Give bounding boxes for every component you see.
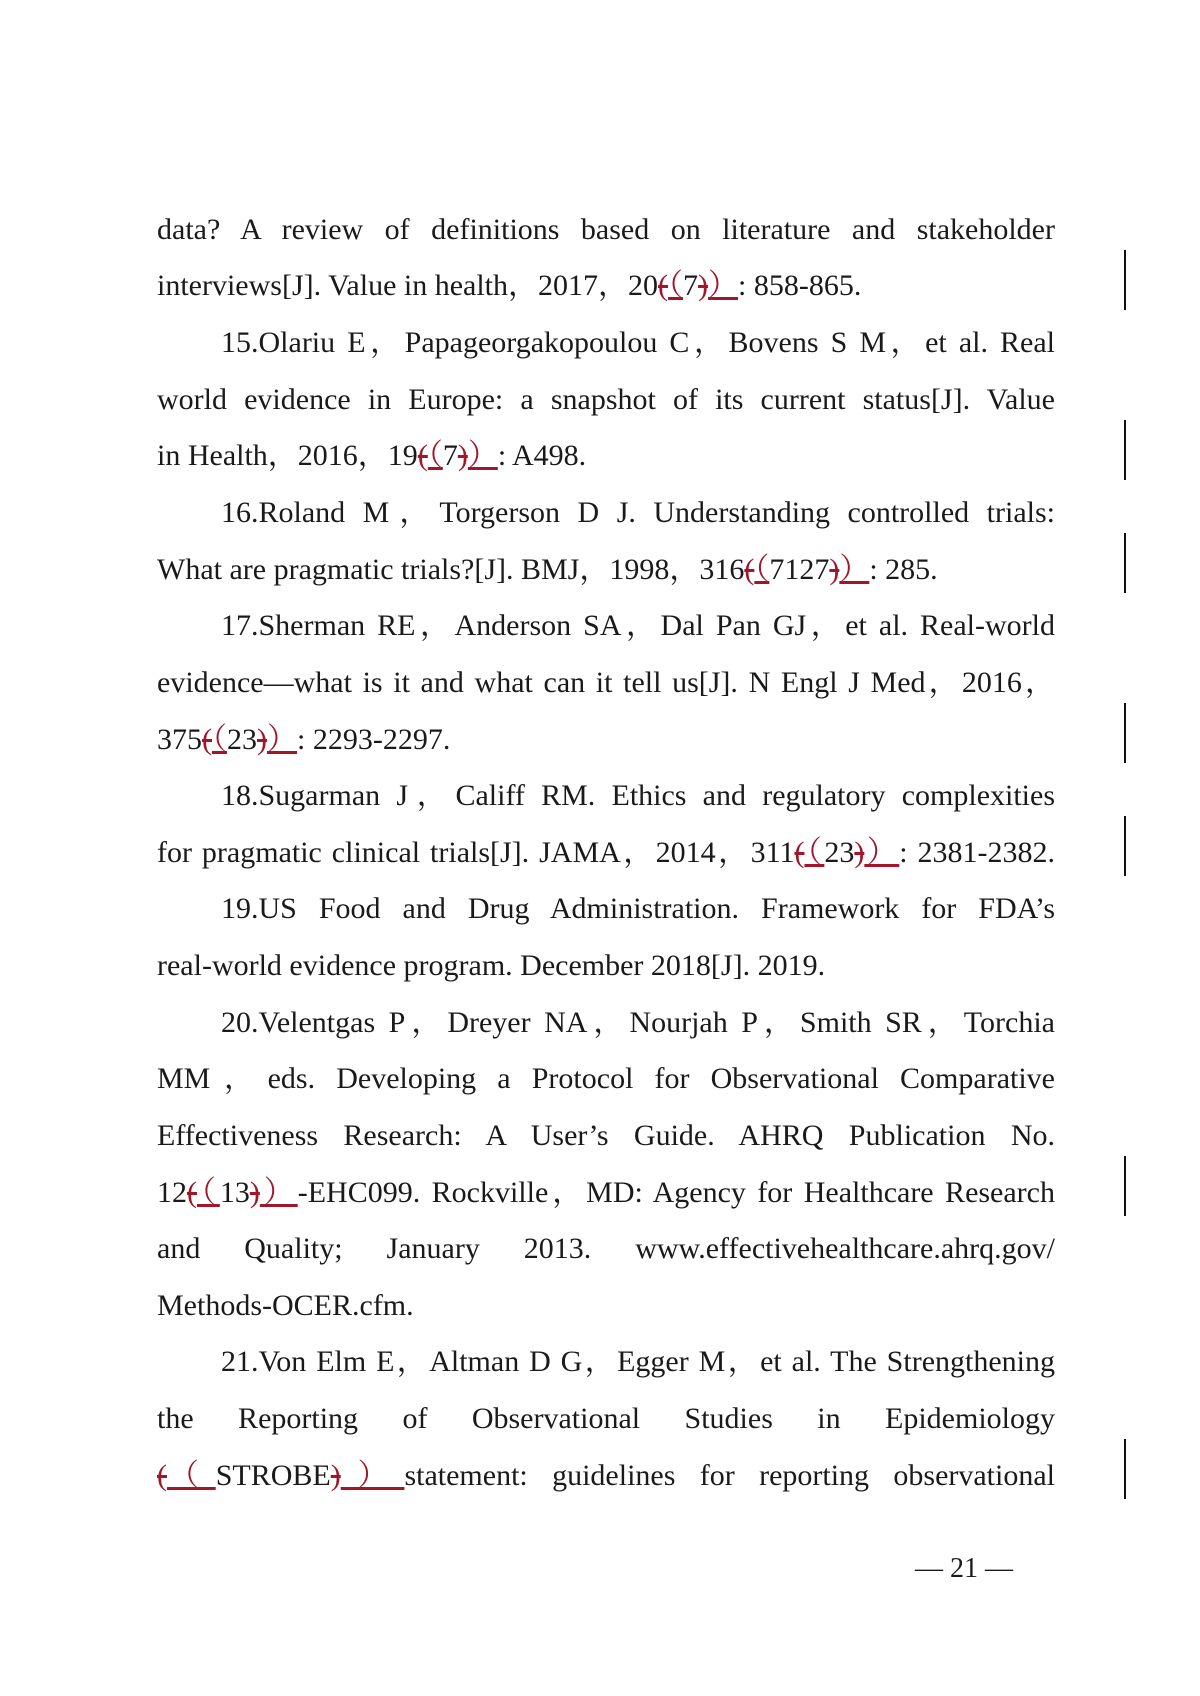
reference-text: 23	[824, 836, 855, 869]
deleted-text: )	[829, 553, 840, 586]
reference-text: 15.Olariu E，Papageorgakopoulou C，Bovens S M，et al. Real	[221, 326, 1055, 359]
reference-text: statement: guidelines for reporting observational	[404, 1459, 1056, 1492]
reference-text: : A498.	[497, 439, 587, 472]
deleted-text: )	[698, 269, 709, 302]
revision-change-bar	[1124, 250, 1126, 310]
ref-line	[221, 1344, 1055, 1380]
reference-text: 17.Sherman RE，Anderson SA，Dal Pan GJ，et al. Real-world	[221, 609, 1055, 642]
reference-text: : 858-865.	[738, 269, 862, 302]
deleted-text: )	[330, 1459, 341, 1492]
deleted-text: )	[854, 836, 865, 869]
inserted-text: ）	[340, 1459, 405, 1492]
reference-text: 16.Roland M，Torgerson D J. Understanding controlled trials:	[221, 496, 1055, 529]
reference-text: 375	[157, 723, 202, 756]
ref-line	[157, 212, 1055, 248]
inserted-text: ）	[839, 553, 870, 586]
reference-text: interviews[J]. Value in health，2017，20	[157, 269, 659, 302]
ref-line	[157, 438, 1055, 474]
deleted-text: (	[744, 553, 755, 586]
ref-line	[221, 495, 1055, 531]
ref-line	[157, 1231, 1055, 1267]
reference-text: 7127	[769, 553, 830, 586]
reference-text: 7	[442, 439, 458, 472]
reference-text: 12	[157, 1176, 187, 1209]
inserted-text: （	[212, 723, 227, 756]
reference-text: What are pragmatic trials?[J]. BMJ，1998，316	[157, 553, 745, 586]
ref-line	[221, 608, 1055, 644]
ref-line	[157, 1061, 1055, 1097]
ref-line	[221, 1005, 1055, 1041]
revision-change-bar	[1124, 703, 1126, 763]
ref-line	[157, 1458, 1055, 1494]
reference-text: : 2381-2382.	[899, 836, 1056, 869]
inserted-text: （	[427, 439, 443, 472]
revision-change-bar	[1124, 816, 1126, 876]
reference-text: STROBE	[215, 1459, 331, 1492]
revision-change-bar	[1124, 1439, 1126, 1499]
reference-text: 13	[219, 1176, 250, 1209]
reference-text: 7	[683, 269, 699, 302]
inserted-text: （	[754, 553, 770, 586]
reference-text: : 2293-2297.	[297, 723, 451, 756]
reference-text: real-world evidence program. December 2018[J]. 2019.	[157, 949, 826, 982]
deleted-text: (	[417, 439, 428, 472]
ref-line	[157, 1401, 1055, 1437]
ref-line	[157, 268, 1055, 304]
inserted-text: ）	[259, 1176, 298, 1209]
inserted-text: （	[197, 1176, 220, 1209]
ref-line	[157, 665, 1055, 701]
inserted-text: ）	[864, 836, 900, 869]
reference-text: and Quality; January 2013. www.effectivehealthcare.ahrq.gov/	[157, 1232, 1055, 1265]
deleted-text: (	[187, 1176, 197, 1209]
reference-text: world evidence in Europe: a snapshot of its current status[J]. Value	[157, 383, 1055, 416]
ref-line	[157, 722, 1055, 758]
deleted-text: )	[257, 723, 267, 756]
reference-text: Methods-OCER.cfm.	[157, 1289, 414, 1322]
deleted-text: (	[157, 1459, 167, 1492]
deleted-text: (	[658, 269, 669, 302]
revision-change-bar	[1124, 533, 1126, 593]
ref-line	[157, 1175, 1055, 1211]
deleted-text: )	[249, 1176, 260, 1209]
ref-line	[157, 382, 1055, 418]
reference-text: for pragmatic clinical trials[J]. JAMA，2014，311	[157, 836, 795, 869]
deleted-text: )	[457, 439, 468, 472]
reference-text: evidence—what is it and what can it tell us[J]. N Engl J Med，2016，	[157, 666, 1055, 699]
inserted-text: （	[668, 269, 684, 302]
reference-text: Effectiveness Research: A User’s Guide. AHRQ Publication No.	[157, 1119, 1055, 1152]
inserted-text: （	[804, 836, 825, 869]
inserted-text: ）	[467, 439, 498, 472]
reference-text: MM，eds. Developing a Protocol for Observational Comparative	[157, 1062, 1055, 1095]
deleted-text: (	[202, 723, 212, 756]
inserted-text: ）	[708, 269, 739, 302]
ref-line	[157, 835, 1055, 871]
ref-line	[157, 1118, 1055, 1154]
reference-text: data? A review of definitions based on literature and stakeholder	[157, 213, 1055, 246]
page-number: — 21 —	[915, 1553, 1013, 1584]
reference-text: 23	[227, 723, 257, 756]
revision-change-bar	[1124, 1156, 1126, 1216]
reference-text: 18.Sugarman J，Califf RM. Ethics and regulatory complexities	[221, 779, 1055, 812]
ref-line	[157, 552, 1055, 588]
reference-text: -EHC099. Rockville，MD: Agency for Healthcare Research	[297, 1176, 1055, 1209]
ref-line	[157, 1288, 1055, 1324]
inserted-text: （	[167, 1459, 216, 1492]
reference-text: : 285.	[869, 553, 938, 586]
reference-text: 20.Velentgas P，Dreyer NA，Nourjah P，Smith SR，Torchia	[221, 1006, 1055, 1039]
ref-line	[221, 778, 1055, 814]
inserted-text: ）	[267, 723, 297, 756]
reference-text: 21.Von Elm E，Altman D G，Egger M，et al. The Strengthening	[221, 1345, 1055, 1378]
ref-line	[157, 948, 1055, 984]
reference-text: in Health，2016，19	[157, 439, 418, 472]
deleted-text: (	[794, 836, 805, 869]
revision-change-bar	[1124, 420, 1126, 480]
ref-line	[221, 891, 1055, 927]
ref-line	[221, 325, 1055, 361]
reference-text: the Reporting of Observational Studies in Epidemiology	[157, 1402, 1055, 1435]
reference-text: 19.US Food and Drug Administration. Framework for FDA’s	[221, 892, 1055, 925]
